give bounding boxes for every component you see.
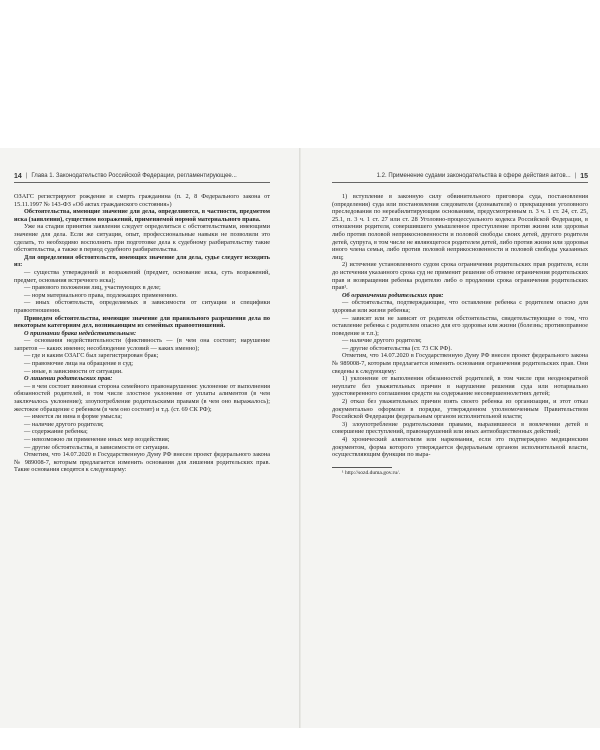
paragraph: — зависят или не зависят от родителя обстоятельства, свидетельствующие о том, что оставление ребенка с родителем опасно для его здоровья или жизни (болезнь; противоправное поведение и т.п.);	[332, 314, 588, 337]
paragraph: 4) хронический алкоголизм или наркомания, если это подтверждено медицинским документом, форма которого утверждается федеральным органом исполнительной власти, осуществляющим функции по выра-	[332, 436, 588, 459]
paragraph: ОЗАГС регистрируют рождение и смерть гражданина (п. 2, 8 Федерального закона от 15.11.1997 № 143-ФЗ «Об актах гражданского состояния»)	[14, 193, 270, 208]
left-chapter-title: Глава 1. Законодательство Российской Федерации, регламентирующее...	[31, 173, 237, 179]
footnote: ¹ http://sozd.duma.gov.ru/.	[342, 469, 400, 476]
paragraph: — правового положения лиц, участвующих в деле;	[24, 284, 161, 292]
header-separator: |	[25, 173, 28, 179]
paragraph: — иных обстоятельств, определяемых в зависимости от ситуации и специфики правоотношения.	[14, 299, 270, 314]
paragraph: — в чем состоит виновная сторона семейного правонарушения: уклонение от выполнения обязанностей родителей, в том числе злостное уклонение от уплаты алиментов (в чем заключалось уклонение); злоупотребление родительскими правами (в чем оно выражалось); жестокое обращение с ребенком (в чем оно состоит) и т.д. (ст. 69 СК РФ);	[14, 382, 270, 413]
paragraph: Отметим, что 14.07.2020 в Государственную Думу РФ внесен проект федерального закона № 989008-7, которым предлагается изменить основания для лишения родительских прав. Такие основания сводятся к следующему:	[14, 451, 270, 474]
left-running-header	[14, 172, 270, 183]
right-running-header	[332, 172, 588, 183]
paragraph: Отметим, что 14.07.2020 в Государственную Думу РФ внесен проект федерального закона № 989008-7, которым предлагается изменить основания ограничения родительских прав. Они сведены к следующему:	[332, 352, 588, 375]
paragraph: Приведем обстоятельства, имеющие значение для правильного разрешения дела по некоторым категориям дел, возникающим из семейных правоотношений.	[14, 314, 270, 330]
paragraph: — невозможно ли применение иных мер воздействия;	[24, 436, 170, 443]
paragraph: — другие обстоятельства (ст. 73 СК РФ).	[342, 344, 452, 352]
left-page-number: 14	[14, 173, 22, 180]
paragraph: — имеется ли вина в форме умысла;	[24, 413, 123, 421]
paragraph: — наличие другого родителя;	[342, 337, 422, 345]
paragraph: 1) уклонение от выполнения обязанностей родителей, в том числе при неоднократной неуплате без уважительных причин в нарушение решения суда или нотариально удостоверенного соглашения средств на содержание несовершеннолетних детей;	[332, 375, 588, 398]
book-spread	[0, 148, 600, 728]
paragraph: — где и каким ОЗАГС был зарегистрирован брак;	[24, 352, 159, 360]
right-page-body	[332, 193, 588, 459]
paragraph: Для определения обстоятельств, имеющих значение для дела, судье следует исходить из:	[14, 253, 270, 269]
subheading: Об ограничении родительских прав:	[342, 291, 444, 299]
left-page-body	[14, 193, 270, 474]
subheading: О признании брака недействительным:	[24, 329, 137, 337]
paragraph: — содержание ребенка;	[24, 428, 88, 436]
paragraph: — норм материального права, подлежащих применению.	[24, 291, 178, 299]
paragraph: 1) вступление в законную силу обвинительного приговора суда, постановления (определения) суда или постановления следователя (дознавателя) о прекращении уголовного преследования по нереабилитирующим основаниям, предусмотренным п. 3 ч. 1 ст. 24, ст. 25, 25.1, п. 3 ч. 1 ст. 27 или ст. 28 Уголовно-процессуального кодекса Российской Федерации, в отношении родителя, совершившего умышленное преступление против жизни или здоровья либо против половой неприкосновенности и половой свободы своих детей, другого родителя детей, супруга, в том числе не являющегося родителем детей, либо против жизни или здоровья иного члена семьи, либо против половой неприкосновенности и половой свободы указанных лиц;	[332, 193, 588, 261]
paragraph: — другие обстоятельства, в зависимости от ситуации.	[24, 443, 170, 451]
paragraph: 2) отказ без уважительных причин взять своего ребенка из организации, и этот отказ документально оформлен в порядке, утвержденном уполномоченным Правительством Российской Федерации федеральным органом исполнительной власти;	[332, 398, 588, 421]
right-section-title: 1.2. Применение судами законодательства в сфере действия актов...	[376, 173, 571, 179]
paragraph: — наличие другого родителя;	[24, 420, 104, 428]
paragraph: Обстоятельства, имеющие значение для дела, определяются, в частности, предметом иска (заявления), существом возражений, применяемой нормой материального права.	[14, 208, 270, 223]
book-gutter	[299, 148, 301, 728]
subheading: О лишении родительских прав:	[24, 375, 113, 383]
paragraph: — существа утверждений и возражений (предмет, основание иска, суть возражений, предмет, основания встречного иска);	[14, 268, 270, 284]
paragraph: — правомочие лица на обращение в суд;	[24, 360, 134, 368]
paragraph: — обстоятельства, подтверждающие, что оставление ребенка с родителем опасно для здоровья или жизни ребенка;	[332, 299, 588, 314]
paragraph: 3) злоупотребление родительскими правами, выразившееся в вовлечении детей в совершение преступлений, правонарушений или иных антиобщественных действий;	[332, 420, 588, 436]
paragraph: — основания недействительности (фиктивность — (в чем она состоит; нарушение запретов — каких именно; несоблюдение условий — каких именно);	[14, 337, 270, 352]
left-page	[14, 172, 270, 474]
header-separator: |	[574, 173, 577, 179]
right-page	[332, 172, 588, 477]
paragraph: — иные, в зависимости от ситуации.	[24, 367, 123, 375]
right-page-number: 15	[580, 173, 588, 180]
paragraph: Уже на стадии принятия заявления следует определиться с обстоятельствами, имеющими значение для дела. Если же ситуация, опыт, профессиональные навыки не позволили это сделать, то необходимо восполнить при подготовке дела к судебному разбирательству такие обстоятельства, а также в период судебного разбирательства.	[14, 223, 270, 254]
paragraph: 2) истечение установленного судом срока ограничения родительских прав родителя, если до истечения указанного срока суд не применит решение об отмене ограничения родительских прав и возвращении ребенка родителю либо о продлении срока ограничения родительских прав¹.	[332, 261, 588, 292]
footnote-rule	[332, 467, 392, 468]
